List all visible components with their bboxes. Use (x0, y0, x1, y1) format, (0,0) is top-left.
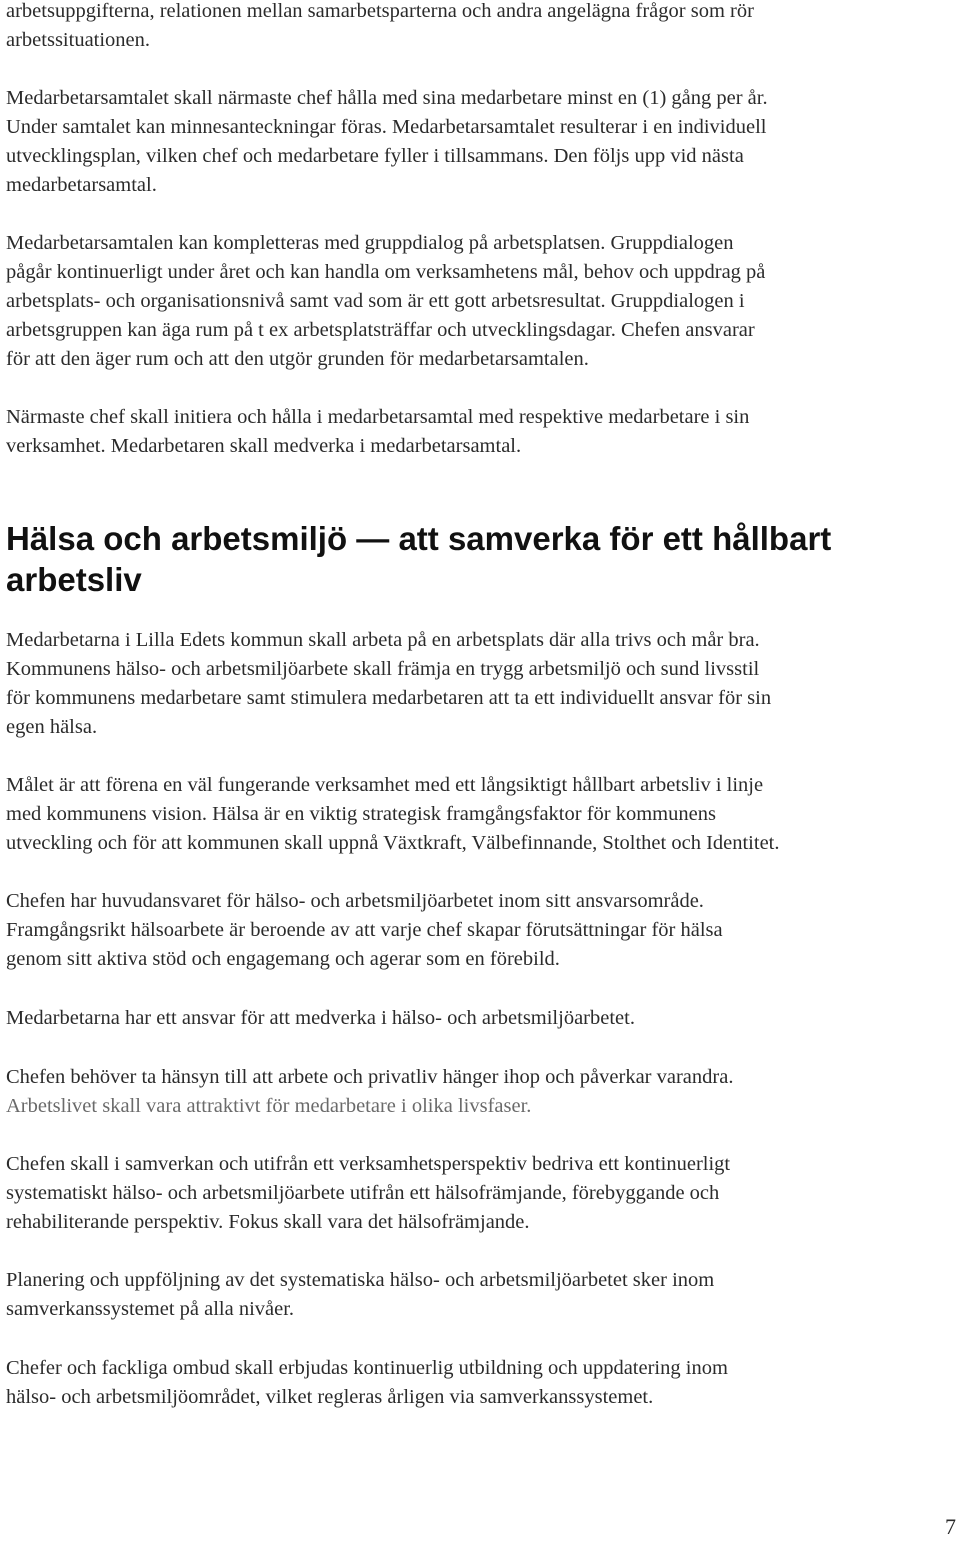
paragraph-training: Chefer och fackliga ombud skall erbjudas kontinuerlig utbildning och uppdatering inom hälso- och arbetsmiljöområdet, vilket regleras årligen via samverkanssystemet. (6, 1357, 728, 1408)
paragraph-work-tasks: arbetsuppgifterna, relationen mellan samarbetsparterna och andra angelägna frågor som rör arbetssituationen. (6, 0, 754, 51)
paragraph-group-dialogue: Medarbetarsamtalen kan kompletteras med gruppdialog på arbetsplatsen. Gruppdialogen pågår kontinuerligt under året och kan handla om verksamhetens mål, behov och uppdrag på arbetsplats- och organisationsnivå samt vad som är ett gott arbetsresultat. Gruppdialogen i arbetsgruppen kan äga rum på t ex arbetsplatsträffar och utvecklingsdagar. Chefen ansvarar för att den äger rum och att den utgör grunden för medarbetarsamtalen. (6, 232, 766, 370)
paragraph-manager-responsibility: Närmaste chef skall initiera och hålla i medarbetarsamtal med respektive medarbetare i sin verksamhet. Medarbetaren skall medverka i medarbetarsamtal. (6, 406, 750, 457)
paragraph-employee-dialogue: Medarbetarsamtalet skall närmaste chef hålla med sina medarbetare minst en (1) gång per år. Under samtalet kan minnesanteckningar föras. Medarbetarsamtalet resulterar i en individuell utvecklingsplan, vilken chef och medarbetare fyller i tillsammans. Den följs upp vid nästa medarbetarsamtal. (6, 87, 768, 196)
paragraph-goal-vision: Målet är att förena en väl fungerande verksamhet med ett långsiktigt hållbart arbetsliv i linje med kommunens vision. Hälsa är en viktig strategisk framgångsfaktor för kommunens utveckling och för att kommunen skall uppnå Växtkraft, Välbefinnande, Stolthet och Identitet. (6, 774, 780, 854)
paragraph-manager-main-responsibility: Chefen har huvudansvaret för hälso- och arbetsmiljöarbetet inom sitt ansvarsområde. Framgångsrikt hälsoarbete är beroende av att varje chef skapar förutsättningar för hälsa genom sitt aktiva stöd och engagemang och agerar som en förebild. (6, 890, 723, 970)
section-heading: Hälsa och arbetsmiljö — att samverka för ett hållbart arbetsliv (6, 520, 832, 598)
paragraph-work-life-balance (0, 1063, 956, 1121)
paragraph-attractive-worklife-line: Arbetslivet skall vara attraktivt för medarbetare i olika livsfaser. (6, 1095, 532, 1117)
paragraph-employee-participation: Medarbetarna har ett ansvar för att medverka i hälso- och arbetsmiljöarbetet. (6, 1007, 635, 1029)
page-number: 7 (945, 1514, 956, 1539)
paragraph-health-workplace: Medarbetarna i Lilla Edets kommun skall arbeta på en arbetsplats där alla trivs och mår bra. Kommunens hälso- och arbetsmiljöarbete skall främja en trygg arbetsmiljö och sund livsstil för kommunens medarbetare samt stimulera medarbetaren att ta ett individuellt ansvar för sin egen hälsa. (6, 629, 772, 738)
paragraph-planning-followup: Planering och uppföljning av det systematiska hälso- och arbetsmiljöarbetet sker inom samverkanssystemet på alla nivåer. (6, 1269, 715, 1320)
paragraph-systematic-work: Chefen skall i samverkan och utifrån ett verksamhetsperspektiv bedriva ett kontinuerligt systematiskt hälso- och arbetsmiljöarbete utifrån ett hälsofrämjande, förebyggande och rehabiliterande perspektiv. Fokus skall vara det hälsofrämjande. (6, 1153, 731, 1233)
paragraph-work-life-line: Chefen behöver ta hänsyn till att arbete och privatliv hänger ihop och påverkar varandra. (6, 1066, 734, 1088)
